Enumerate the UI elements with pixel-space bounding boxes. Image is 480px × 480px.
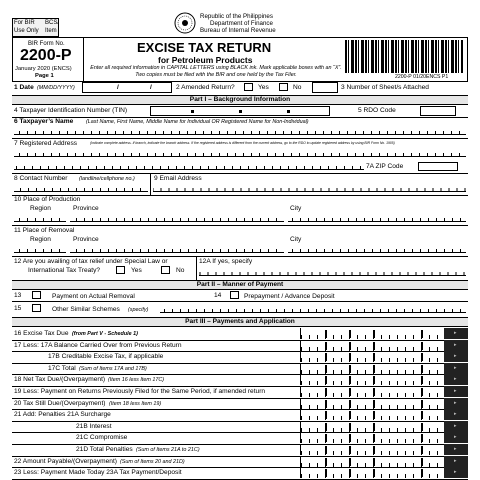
part3-row-label: 17B Creditable Excise Tax, if applicable — [48, 353, 164, 361]
part3-row-label: 17 Less: 17A Balance Carried Over from Previous Return — [14, 341, 182, 349]
contact-number-hint: (landline/cellphone no.) — [79, 176, 135, 182]
removal-region-field[interactable] — [14, 245, 66, 253]
production-city-label: City — [290, 205, 302, 212]
rdo-code-field[interactable] — [420, 106, 456, 116]
bcs-label: BCS/ — [45, 20, 60, 26]
taxpayer-name-hint: (Last Name, First Name, Middle Name for Individual OR Registered Name for Non-Individual) — [86, 119, 309, 125]
part1-header: Part I – Background Information — [12, 95, 468, 105]
barcode-code: 2200-P 01/20ENCS P1 — [395, 74, 449, 80]
form-date: January 2020 (ENCS) — [15, 66, 72, 72]
tax-relief-label-1: 12 Are you availing of tax relief under Special Law or — [14, 258, 168, 265]
date-field[interactable] — [82, 82, 172, 93]
tax-relief-no-label: No — [176, 267, 185, 274]
part3-row-label: 19 Less: Payment on Returns Previously Filed for the Same Period, if amended return — [14, 388, 266, 395]
other-schemes-checkbox[interactable] — [32, 304, 41, 312]
agency-line-1: Republic of the Philippines — [200, 13, 273, 20]
part3-row-hint: (Item 16 less Item 17C) — [108, 377, 165, 384]
for-bir-label: For BIR — [14, 20, 35, 26]
other-schemes-hint: (specify) — [128, 307, 149, 313]
barcode — [345, 40, 463, 73]
part3-row-label: 21C Compromise — [76, 434, 128, 442]
date-hint: (MM/DD/YYYY) — [37, 85, 75, 91]
form-number: 2200-P — [20, 47, 72, 64]
date-label: 1 Date — [14, 84, 34, 91]
sheets-attached-field[interactable] — [312, 82, 338, 93]
amended-yes-checkbox[interactable] — [244, 83, 253, 91]
email-address-field[interactable] — [153, 184, 466, 192]
amended-no-checkbox[interactable] — [279, 83, 288, 91]
form-no-label: BIR Form No. — [28, 41, 65, 47]
part3-amount-field[interactable] — [300, 456, 468, 467]
payment-on-removal-checkbox[interactable] — [32, 291, 41, 299]
part3-row-label: 20 Tax Still Due/(Overpayment) — [14, 399, 106, 407]
part3-amount-field[interactable] — [300, 340, 468, 351]
agency-line-2: Department of Finance — [210, 20, 273, 27]
part3-row-hint: (Sum of Items 21A to 21C) — [136, 447, 200, 453]
removal-region-label: Region — [30, 236, 51, 243]
registered-address-line-2[interactable] — [14, 162, 364, 170]
zip-code-field[interactable] — [418, 162, 458, 171]
page-number: Page 1 — [35, 73, 54, 79]
part3-amount-field[interactable] — [300, 328, 468, 339]
tax-relief-no-checkbox[interactable] — [161, 266, 170, 274]
part3-amount-field[interactable] — [300, 374, 468, 385]
part3-row-label: 18 Net Tax Due/(Overpayment) — [14, 376, 106, 384]
tax-relief-label-2: International Tax Treaty? — [28, 267, 101, 274]
amended-no-label: No — [293, 84, 302, 91]
production-province-field[interactable] — [70, 214, 284, 222]
tax-relief-specify-field[interactable] — [199, 268, 466, 276]
contact-number-field[interactable] — [14, 184, 148, 192]
part3-row-label: 21 Add: Penalties 21A Surcharge — [14, 411, 111, 419]
part2-header: Part II – Manner of Payment — [12, 280, 468, 290]
email-label: 9 Email Address — [154, 175, 202, 182]
production-region-field[interactable] — [14, 214, 66, 222]
part3-header: Part III – Payments and Application — [12, 317, 468, 327]
production-province-label: Province — [73, 205, 99, 212]
part3-amount-field[interactable] — [300, 444, 468, 455]
option-13-number: 13 — [14, 292, 22, 299]
part3-row-label: 23 Less: Payment Made Today 23A Tax Payment/Deposit — [14, 469, 182, 477]
zip-label: 7A ZIP Code — [366, 163, 404, 170]
form-title: EXCISE TAX RETURN — [137, 40, 272, 55]
part3-amount-field[interactable] — [300, 467, 468, 478]
other-schemes-label: Other Similar Schemes — [52, 306, 120, 313]
amended-label: 2 Amended Return? — [176, 84, 235, 91]
part3-amount-field[interactable] — [300, 351, 468, 362]
prepayment-checkbox[interactable] — [230, 291, 239, 299]
form-instructions: Enter all required information in CAPITAL LETTERS using BLACK ink. Mark applicable boxes with an “X”. Two copies must be filed with the BIR and one held by the Tax Filer. — [90, 65, 342, 78]
part3-row-label: 22 Amount Payable/(Overpayment) — [14, 457, 117, 465]
registered-address-label: 7 Registered Address — [14, 140, 78, 147]
removal-province-field[interactable] — [70, 245, 284, 253]
payment-on-removal-label: Payment on Actual Removal — [52, 293, 135, 300]
part3-row-hint: (Sum of Items 17A and 17B) — [79, 365, 147, 372]
part3-row-label: 17C Total — [48, 364, 76, 372]
removal-province-label: Province — [73, 236, 99, 243]
prepayment-label: Prepayment / Advance Deposit — [244, 293, 335, 300]
removal-city-field[interactable] — [288, 245, 466, 253]
production-city-field[interactable] — [288, 214, 466, 222]
place-of-production-label: 10 Place of Production — [14, 196, 81, 203]
production-region-label: Region — [30, 205, 51, 212]
tin-label: 4 Taxpayer Identification Number (TIN) — [14, 107, 128, 114]
taxpayer-name-field[interactable] — [14, 127, 466, 135]
sheets-label: 3 Number of Sheet/s Attached — [341, 84, 429, 91]
part3-amount-field[interactable] — [300, 421, 468, 432]
removal-city-label: City — [290, 236, 302, 243]
part3-amount-field[interactable] — [300, 432, 468, 443]
item-label: Item — [45, 28, 57, 34]
tax-relief-yes-label: Yes — [131, 267, 142, 274]
amended-yes-label: Yes — [258, 84, 269, 91]
tax-relief-specify-label: 12A If yes, specify — [199, 258, 253, 265]
use-only-label: Use Only — [14, 28, 39, 34]
part3-row-label: 21D Total Penalties — [76, 446, 133, 453]
taxpayer-name-label: 6 Taxpayer’s Name — [14, 118, 74, 125]
option-15-number: 15 — [14, 305, 22, 312]
part3-row-label: 16 Excise Tax Due — [14, 330, 69, 337]
agency-line-3: Bureau of Internal Revenue — [200, 27, 276, 34]
registered-address-hint: (Indicate complete address. If branch, indicate the branch address. If the registered address is different from the current address, go to the RDO to update registered address by using BIR Form No. 1905) — [90, 141, 395, 145]
tax-relief-yes-checkbox[interactable] — [116, 266, 125, 274]
place-of-removal-label: 11 Place of Removal — [14, 227, 75, 234]
form-subtitle: for Petroleum Products — [158, 55, 253, 65]
option-14-number: 14 — [214, 292, 222, 299]
registered-address-line-1[interactable] — [14, 149, 466, 157]
contact-number-label: 8 Contact Number — [14, 175, 68, 182]
other-schemes-specify-field[interactable] — [160, 305, 466, 313]
part3-row-hint: (from Part V - Schedule 1) — [72, 331, 138, 337]
part3-amount-field[interactable] — [300, 409, 468, 420]
part3-amount-field[interactable] — [300, 398, 468, 409]
part3-row-label: 21B Interest — [76, 422, 112, 430]
part3-row-hint: (Item 18 less Item 19) — [109, 400, 162, 407]
part3-amount-field[interactable] — [300, 386, 468, 397]
rdo-label: 5 RDO Code — [358, 107, 396, 114]
part3-row-hint: (Sum of Items 20 and 21D) — [120, 458, 185, 465]
bir-seal-icon — [174, 12, 196, 34]
part3-amount-field[interactable] — [300, 363, 468, 374]
